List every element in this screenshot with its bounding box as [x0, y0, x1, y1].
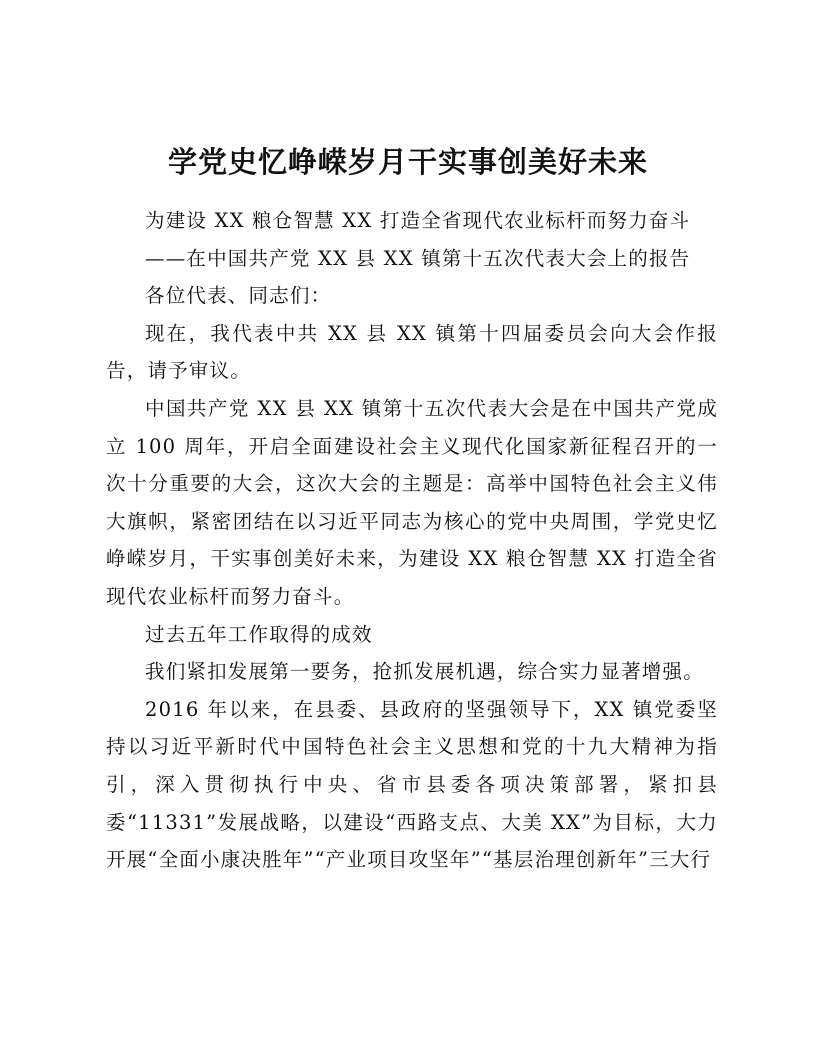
- paragraph: 现在，我代表中共 XX 县 XX 镇第十四届委员会向大会作报告，请予审议。: [106, 321, 718, 383]
- document-title: 学党史忆峥嵘岁月干实事创美好未来: [167, 145, 648, 179]
- subtitle-report-line: ——在中国共产党 XX 县 XX 镇第十五次代表大会上的报告: [145, 246, 691, 270]
- document-body: [106, 202, 718, 879]
- subtitle-line: 为建设 XX 粮仓智慧 XX 打造全省现代农业标杆而努力奋斗: [145, 209, 691, 232]
- paragraph: 2016 年以来，在县委、县政府的坚强领导下，XX 镇党委坚持以习近平新时代中国特色社会主义思想和党的十九大精神为指引，深入贯彻执行中央、省市县委各项决策部署，紧扣县委“11331”发展战略，以建设“西路支点、大美 XX”为目标，大力开展“全面小康决胜年”“产业项目攻坚年”“基层治理创新年”三大行: [106, 697, 718, 872]
- paragraph: 我们紧扣发展第一要务，抢抓发展机遇，综合实力显著增强。: [145, 660, 704, 684]
- salutation: 各位代表、同志们：: [145, 284, 332, 308]
- paragraph: 中国共产党 XX 县 XX 镇第十五次代表大会是在中国共产党成立 100 周年，开启全面建设社会主义现代化国家新征程召开的一次十分重要的大会，这次大会的主题是：高举中国特色社会主义伟大旗帜，紧密团结在以习近平同志为核心的党中央周围，学党史忆峥嵘岁月，干实事创美好未来，为建设 XX 粮仓智慧 XX 打造全省现代农业标杆而努力奋斗。: [106, 396, 718, 608]
- section-heading: 过去五年工作取得的成效: [145, 622, 373, 646]
